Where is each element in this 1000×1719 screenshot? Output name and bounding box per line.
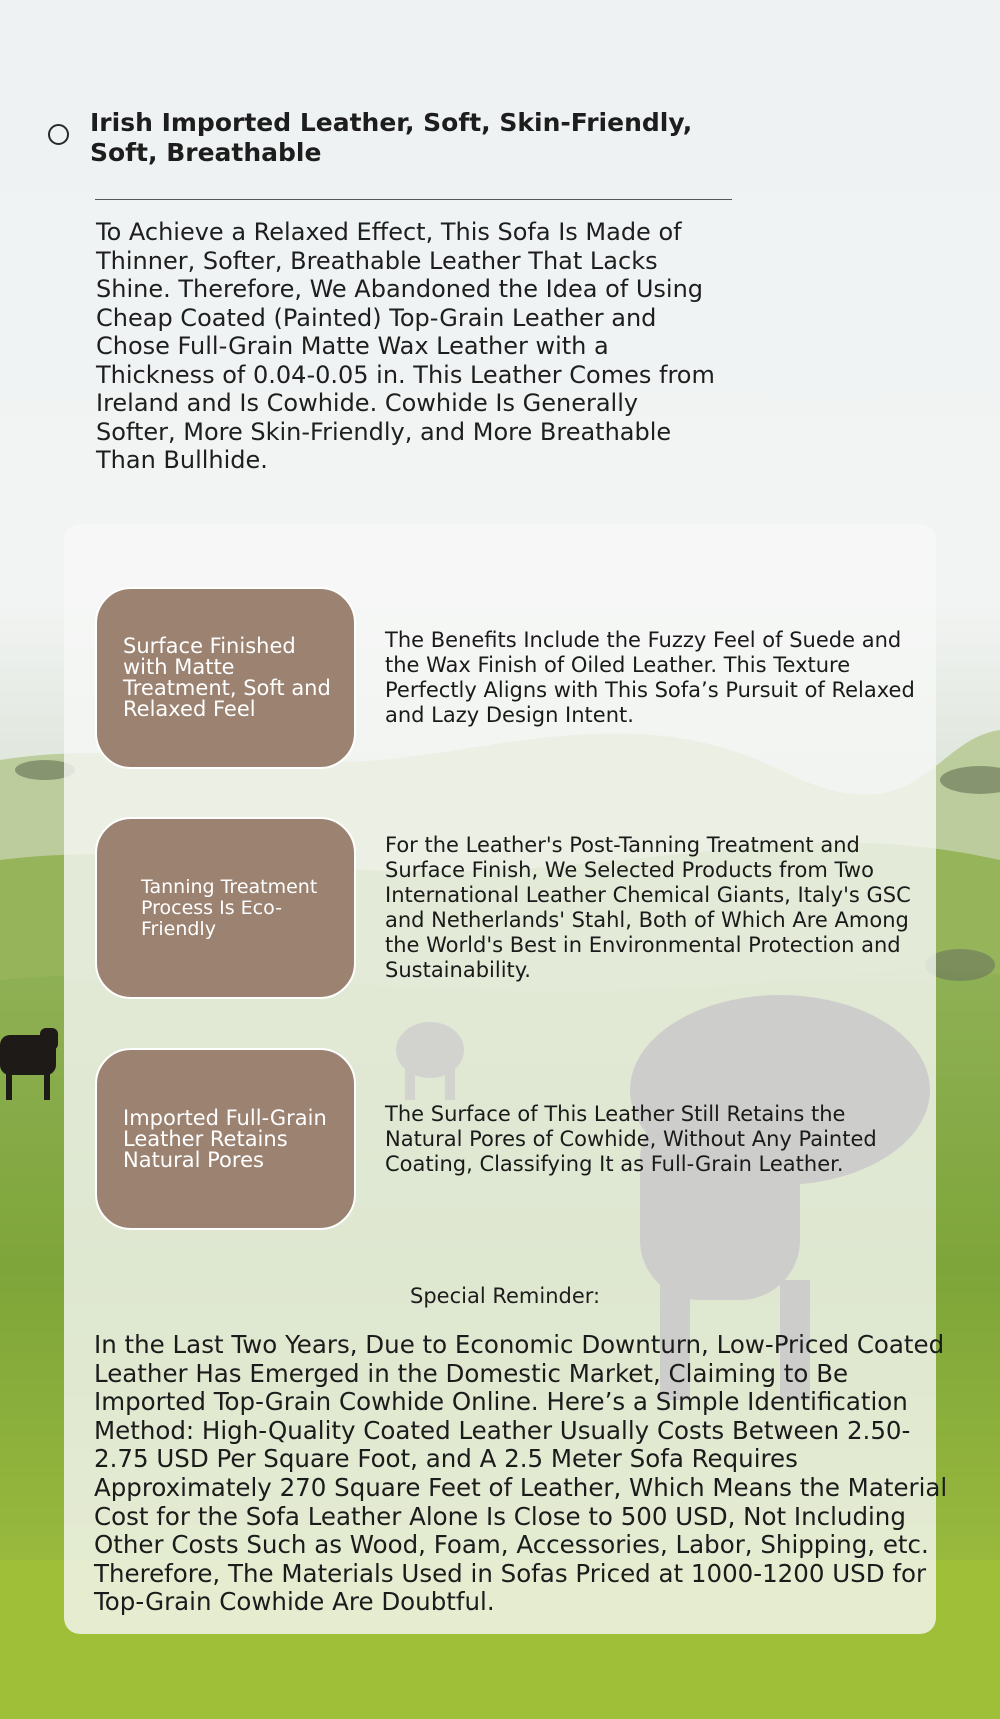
feature-row-matte-finish bbox=[95, 587, 975, 769]
feature-label: Surface Finished with Matte Treatment, Soft and Relaxed Feel bbox=[123, 634, 331, 721]
feature-description: The Benefits Include the Fuzzy Feel of Suede and the Wax Finish of Oiled Leather. This Texture Perfectly Aligns with This Sofa’s Pursuit of Relaxed and Lazy Design Intent. bbox=[385, 628, 915, 727]
feature-row-natural-pores bbox=[95, 1048, 975, 1230]
feature-label-box bbox=[95, 1048, 356, 1230]
feature-description: The Surface of This Leather Still Retains the Natural Pores of Cowhide, Without Any Painted Coating, Classifying It as Full-Grain Leather. bbox=[385, 1101, 877, 1176]
circle-outline-icon bbox=[48, 124, 69, 145]
feature-label: Imported Full-Grain Leather Retains Natural Pores bbox=[123, 1105, 327, 1172]
intro-paragraph: To Achieve a Relaxed Effect, This Sofa Is Made of Thinner, Softer, Breathable Leather That Lacks Shine. Therefore, We Abandoned the Idea of Using Cheap Coated (Painted) Top-Grain Leather and Chose Full-Grain Matte Wax Leather with a Thickness of 0.04-0.05 in. This Leather Comes from Ireland and Is Cowhide. Cowhide Is Generally Softer, More Skin-Friendly, and More Breathable Than Bullhide. bbox=[96, 218, 715, 474]
feature-label: Tanning Treatment Process Is Eco-Friendly bbox=[141, 875, 318, 940]
special-reminder-text: In the Last Two Years, Due to Economic Downturn, Low-Priced Coated Leather Has Emerged in the Domestic Market, Claiming to Be Imported Top-Grain Cowhide Online. Here’s a Simple Identification Method: High-Quality Coated Leather Usually Costs Between 2.50-2.75 USD Per Square Foot, and A 2.5 Meter Sofa Requires Approximately 270 Square Feet of Leather, Which Means the Material Cost for the Sofa Leather Alone Is Close to 500 USD, Not Including Other Costs Such as Wood, Foam, Accessories, Labor, Shipping, etc. Therefore, The Materials Used in Sofas Priced at 1000-1200 USD for Top-Grain Cowhide Are Doubtful. bbox=[94, 1330, 948, 1617]
page-title: Irish Imported Leather, Soft, Skin-Friendly, Soft, Breathable bbox=[90, 108, 693, 167]
feature-label-box bbox=[95, 817, 356, 999]
feature-description: For the Leather's Post-Tanning Treatment and Surface Finish, We Selected Products from Two International Leather Chemical Giants, Italy's GSC and Netherlands' Stahl, Both of Which Are Among the World's Best in Environmental Protection and Sustainability. bbox=[385, 833, 911, 982]
special-reminder-heading: Special Reminder: bbox=[410, 1284, 601, 1308]
title-divider bbox=[95, 199, 732, 200]
feature-row-eco-tanning bbox=[95, 817, 975, 999]
feature-label-box bbox=[95, 587, 356, 769]
